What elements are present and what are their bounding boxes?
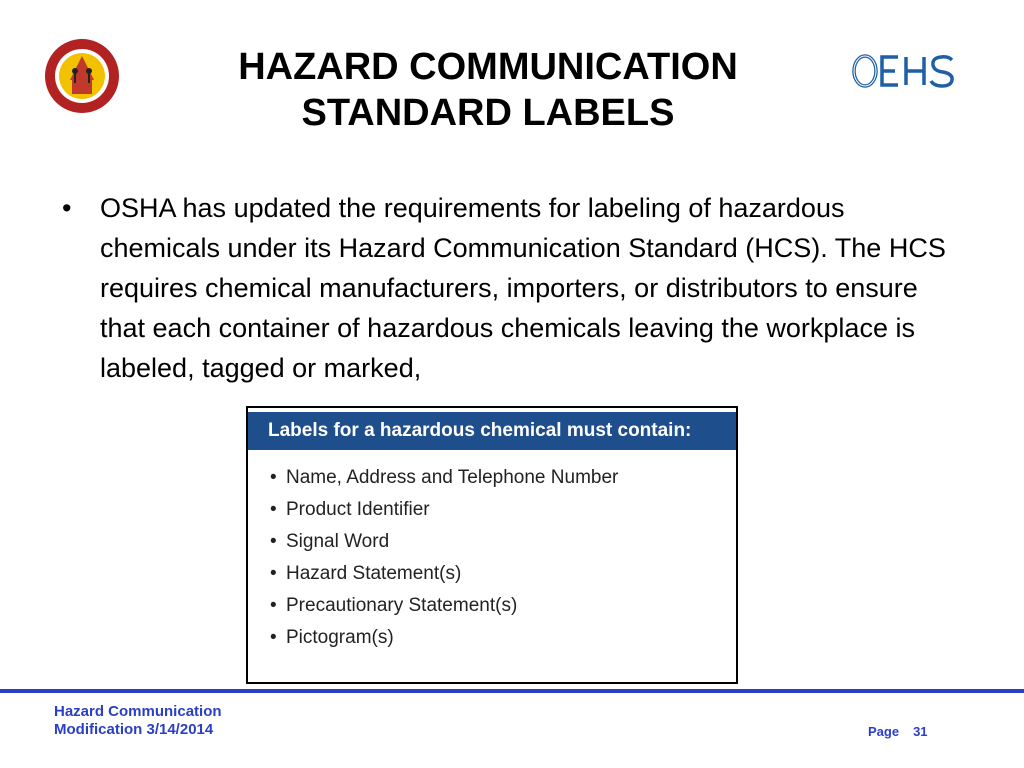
page-number: 31 [913, 724, 928, 739]
list-item: • Precautionary Statement(s) [270, 590, 736, 622]
page-indicator [868, 724, 942, 739]
label-box-header: Labels for a hazardous chemical must contain: [248, 412, 736, 450]
footer-divider [0, 689, 1024, 693]
bullet-dot-icon: • [270, 595, 277, 616]
list-item: • Hazard Statement(s) [270, 558, 736, 590]
page-title [0, 44, 976, 136]
list-item: • Signal Word [270, 526, 736, 558]
label-requirements-box [246, 406, 738, 684]
list-item: • Product Identifier [270, 494, 736, 526]
page-label: Page [868, 724, 900, 739]
bullet-text: OSHA has updated the requirements for labeling of hazardous chemicals under its Hazard Communication Standard (HCS). The HCS requires chemical manufacturers, importers, or distributors to ensure that each container of hazardous chemicals leaving the workplace is labeled, tagged or marked, [100, 193, 946, 383]
bullet-dot-icon: • [270, 563, 277, 584]
bullet-dot-icon: • [270, 531, 277, 552]
list-item: • Name, Address and Telephone Number [270, 462, 736, 494]
bullet-dot-icon: • [270, 467, 277, 488]
footer-caption [54, 703, 222, 739]
bullet-dot-icon: • [270, 499, 277, 520]
label-box-list [248, 462, 736, 654]
bullet-dot-icon: • [62, 193, 72, 223]
title-line-1: HAZARD COMMUNICATION [238, 46, 738, 88]
footer-line-2: Modification 3/14/2014 [54, 721, 214, 738]
bullet-dot-icon: • [270, 627, 277, 648]
oehs-logo [850, 50, 958, 92]
title-line-2: STANDARD LABELS [301, 92, 675, 134]
footer-line-1: Hazard Communication [54, 703, 222, 720]
body-bullet [62, 188, 982, 388]
list-item: • Pictogram(s) [270, 622, 736, 654]
